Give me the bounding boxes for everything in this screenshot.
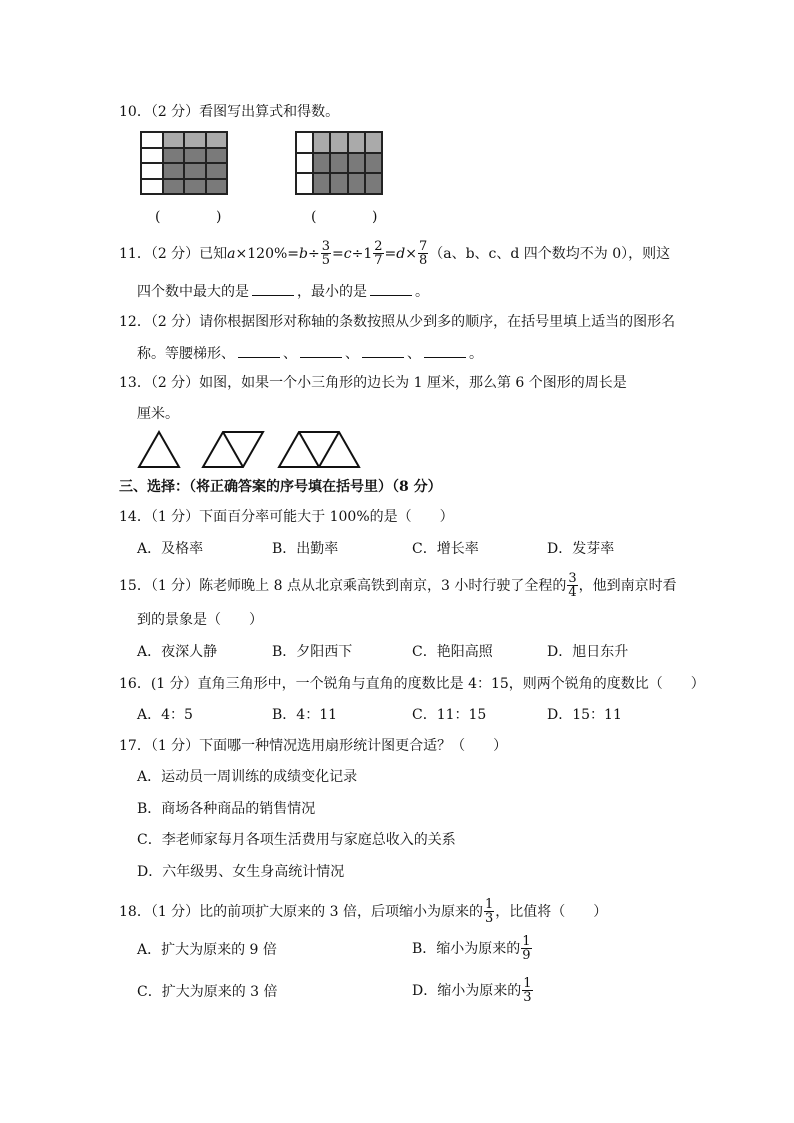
- q10-answer-paren-right-2: ): [372, 209, 378, 225]
- q18-option-b[interactable]: B．缩小为原来的 $\frac{1}{9}$: [412, 934, 531, 963]
- q15-line2: 到的景象是（ ）: [137, 612, 263, 628]
- q15-option-a[interactable]: A．夜深人静: [137, 644, 218, 660]
- fraction-2-7: $\frac{2}{7}$: [374, 239, 383, 268]
- q11-line2: 四个数中最大的是 ，最小的是 。: [137, 281, 429, 302]
- answer-blank-shape-4[interactable]: [424, 343, 466, 358]
- q17-option-c[interactable]: C．李老师家每月各项生活费用与家庭总收入的关系: [137, 832, 456, 848]
- answer-blank-min[interactable]: [370, 281, 412, 296]
- section-3-heading: 三、选择：（将正确答案的序号填在括号里）（8 分）: [119, 479, 442, 495]
- fraction-3-5: $\frac{3}{5}$: [321, 239, 331, 268]
- q15-option-d[interactable]: D．旭日东升: [547, 644, 629, 660]
- q10-answer-paren-left-1: (: [155, 209, 161, 225]
- q10-stem: 10．（2 分）看图写出算式和得数。: [119, 104, 340, 120]
- q17-option-b[interactable]: B．商场各种商品的销售情况: [137, 801, 316, 817]
- q18-option-a[interactable]: A．扩大为原来的 9 倍: [137, 942, 277, 958]
- q10-figure-2: [295, 131, 383, 195]
- fraction-1-3: $\frac{1}{3}$: [484, 897, 494, 926]
- q15-option-b[interactable]: B．夕阳西下: [272, 644, 353, 660]
- fraction-3-4: $\frac{3}{4}$: [568, 571, 577, 600]
- answer-blank-shape-1[interactable]: [238, 343, 280, 358]
- q13-line2: 厘米。: [137, 406, 179, 422]
- q14-option-d[interactable]: D．发芽率: [547, 541, 615, 557]
- answer-blank-max[interactable]: [252, 281, 294, 296]
- q16-option-a[interactable]: A．4：5: [137, 707, 193, 723]
- q10-answer-paren-right-1: ): [216, 209, 222, 225]
- q14-option-b[interactable]: B．出勤率: [272, 541, 339, 557]
- answer-blank-shape-2[interactable]: [300, 343, 342, 358]
- q12-line1: 12．（2 分）请你根据图形对称轴的条数按照从少到多的顺序，在括号里填上适当的图形名: [119, 314, 676, 330]
- q16-option-c[interactable]: C．11：15: [412, 707, 487, 723]
- answer-blank-shape-3[interactable]: [362, 343, 404, 358]
- fraction-7-8: $\frac{7}{8}$: [418, 239, 428, 268]
- q18-stem: 18．（1 分）比的前项扩大原来的 3 倍，后项缩小为原来的 $\frac{1}{3}$ ，比值将（ ）: [119, 897, 608, 926]
- triangle-figures: [135, 428, 375, 470]
- q12-line2: 称。等腰梯形、 、 、 、 。: [137, 343, 483, 364]
- q16-option-d[interactable]: D．15：11: [547, 707, 622, 723]
- q10-answer-paren-left-2: (: [311, 209, 317, 225]
- q15-line1: 15．（1 分）陈老师晚上 8 点从北京乘高铁到南京，3 小时行驶了全程的 $\frac{3}{4}$ ，他到南京时看: [119, 571, 677, 600]
- q16-option-b[interactable]: B．4：11: [272, 707, 338, 723]
- fraction-1-3-option: $\frac{1}{3}$: [523, 976, 532, 1005]
- fraction-1-9: $\frac{1}{9}$: [522, 934, 531, 963]
- q11-line1: 11．（2 分）已知 a ×120%= b ÷ $\frac{3}{5}$ = c ÷1 $\frac{2}{7}$ = d × $\frac{7}{8}$ （a、b、c、d 四个数均不为 0），则这: [119, 239, 671, 268]
- q17-stem: 17．（1 分）下面哪一种情况选用扇形统计图更合适？（ ）: [119, 738, 508, 754]
- q13-line1: 13．（2 分）如图，如果一个小三角形的边长为 1 厘米，那么第 6 个图形的周长是: [119, 375, 627, 391]
- q14-option-c[interactable]: C．增长率: [412, 541, 479, 557]
- q17-option-a[interactable]: A．运动员一周训练的成绩变化记录: [137, 769, 358, 785]
- q15-option-c[interactable]: C．艳阳高照: [412, 644, 493, 660]
- q18-option-c[interactable]: C．扩大为原来的 3 倍: [137, 984, 278, 1000]
- q14-option-a[interactable]: A．及格率: [137, 541, 204, 557]
- q17-option-d[interactable]: D．六年级男、女生身高统计情况: [137, 864, 345, 880]
- q10-figure-1: [140, 131, 228, 195]
- q16-stem: 16．(1 分）直角三角形中，一个锐角与直角的度数比是 4：15，则两个锐角的度数比（ ）: [119, 676, 705, 692]
- q14-stem: 14．（1 分）下面百分率可能大于 100%的是（ ）: [119, 509, 454, 525]
- q18-option-d[interactable]: D．缩小为原来的 $\frac{1}{3}$: [412, 976, 532, 1005]
